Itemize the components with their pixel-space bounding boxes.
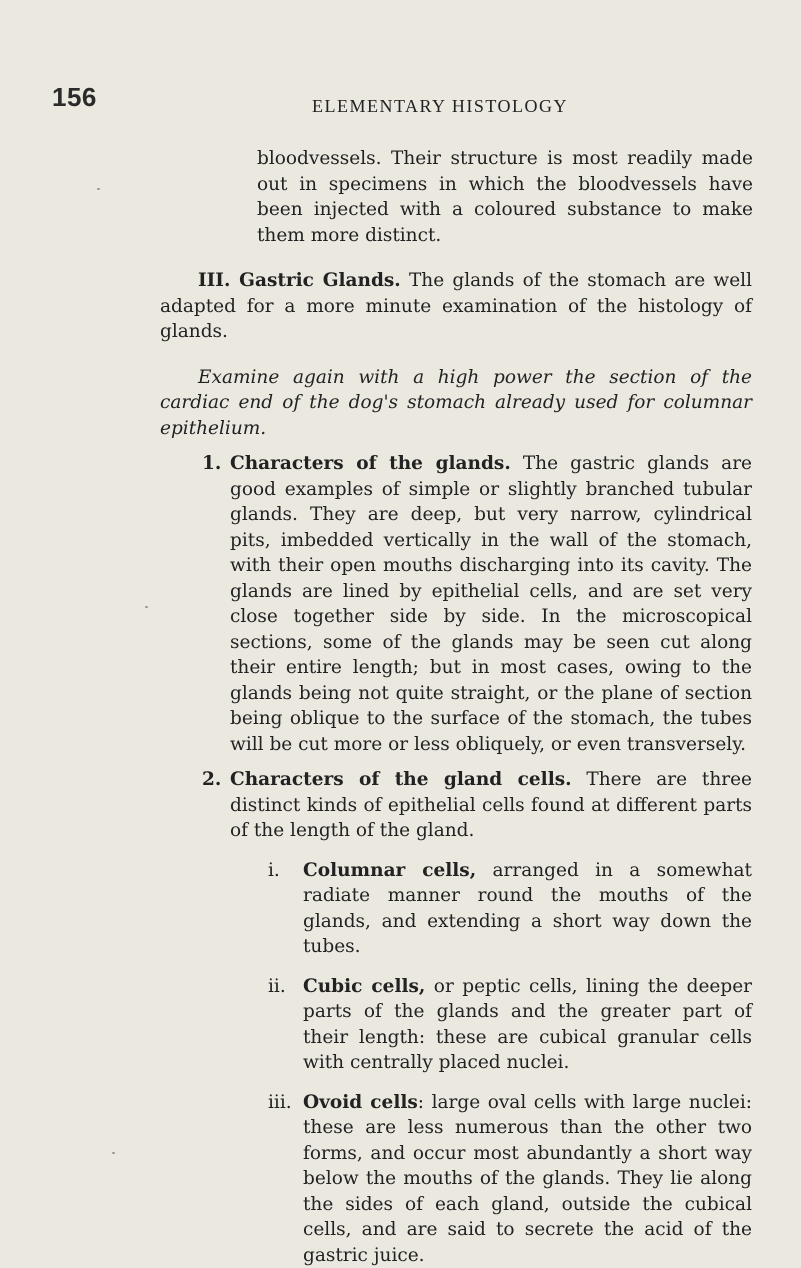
running-head: ELEMENTARY HISTOLOGY — [180, 96, 700, 117]
section-text: The glands of the stomach are well adapted for a more minute examination of the histology of glands. — [160, 270, 752, 342]
subitem-heading: Ovoid cells — [303, 1092, 418, 1113]
subitem-number: i. — [268, 858, 280, 884]
subitem-number: ii. — [268, 974, 286, 1000]
subitem-ii — [160, 974, 800, 1076]
item-number: 2. — [202, 767, 221, 793]
section-heading: III. Gastric Glands. — [198, 270, 401, 291]
subitem-text — [303, 1090, 752, 1268]
subitem-text — [303, 974, 752, 1076]
page-body — [160, 146, 800, 1268]
subitem-body: or peptic cells, lining the deeper parts of the glands and the greater part of their length: these are cubical granular cells with centrally placed nuclei. — [303, 976, 752, 1074]
paper-speck — [97, 188, 100, 190]
section-paragraph — [160, 268, 752, 345]
item-body: The gastric glands are good examples of simple or slightly branched tubular glands. They are deep, but very narrow, cylindrical pits, imbedded vertically in the wall of the stomach, with their open mouths discharging into its cavity. The glands are lined by epithelial cells, and are set very close together side by side. In the microscopical sections, some of the glands may be seen cut along their entire length; but in most cases, owing to the glands being not quite straight, or the plane of section being oblique to the surface of the stomach, the tubes will be cut more or less obliquely, or even transversely. — [230, 453, 752, 755]
subitem-body: : large oval cells with large nuclei: these are less numerous than the other two forms, and occur most abundantly a short way below the mouths of the glands. They lie along the sides of each gland, outside the cubical cells, and are said to secrete the acid of the gastric juice. — [303, 1092, 752, 1266]
instruction-paragraph: Examine again with a high power the section of the cardiac end of the dog's stomach already used for columnar epithelium. — [160, 365, 752, 442]
subitem-text — [303, 858, 752, 960]
subitem-iii — [160, 1090, 800, 1268]
item-heading: Characters of the glands. — [230, 453, 511, 474]
item-text — [230, 767, 752, 844]
item-number: 1. — [202, 451, 221, 477]
continuation-paragraph: bloodvessels. Their structure is most readily made out in specimens in which the bloodvessels have been injected with a coloured substance to make them more distinct. — [257, 146, 753, 248]
numbered-item-1 — [160, 451, 800, 757]
subitem-heading: Columnar cells, — [303, 860, 476, 881]
item-body: There are three distinct kinds of epithelial cells found at different parts of the length of the gland. — [230, 769, 752, 841]
paper-speck — [145, 606, 148, 608]
subitem-heading: Cubic cells, — [303, 976, 425, 997]
paper-speck — [112, 1152, 115, 1154]
subitem-number: iii. — [268, 1090, 292, 1116]
item-text — [230, 451, 752, 757]
subitem-body: arranged in a somewhat radiate manner round the mouths of the glands, and extending a short way down the tubes. — [303, 860, 752, 958]
numbered-item-2 — [160, 767, 800, 844]
subitem-i — [160, 858, 800, 960]
item-heading: Characters of the gland cells. — [230, 769, 572, 790]
page-number: 156 — [52, 82, 97, 113]
